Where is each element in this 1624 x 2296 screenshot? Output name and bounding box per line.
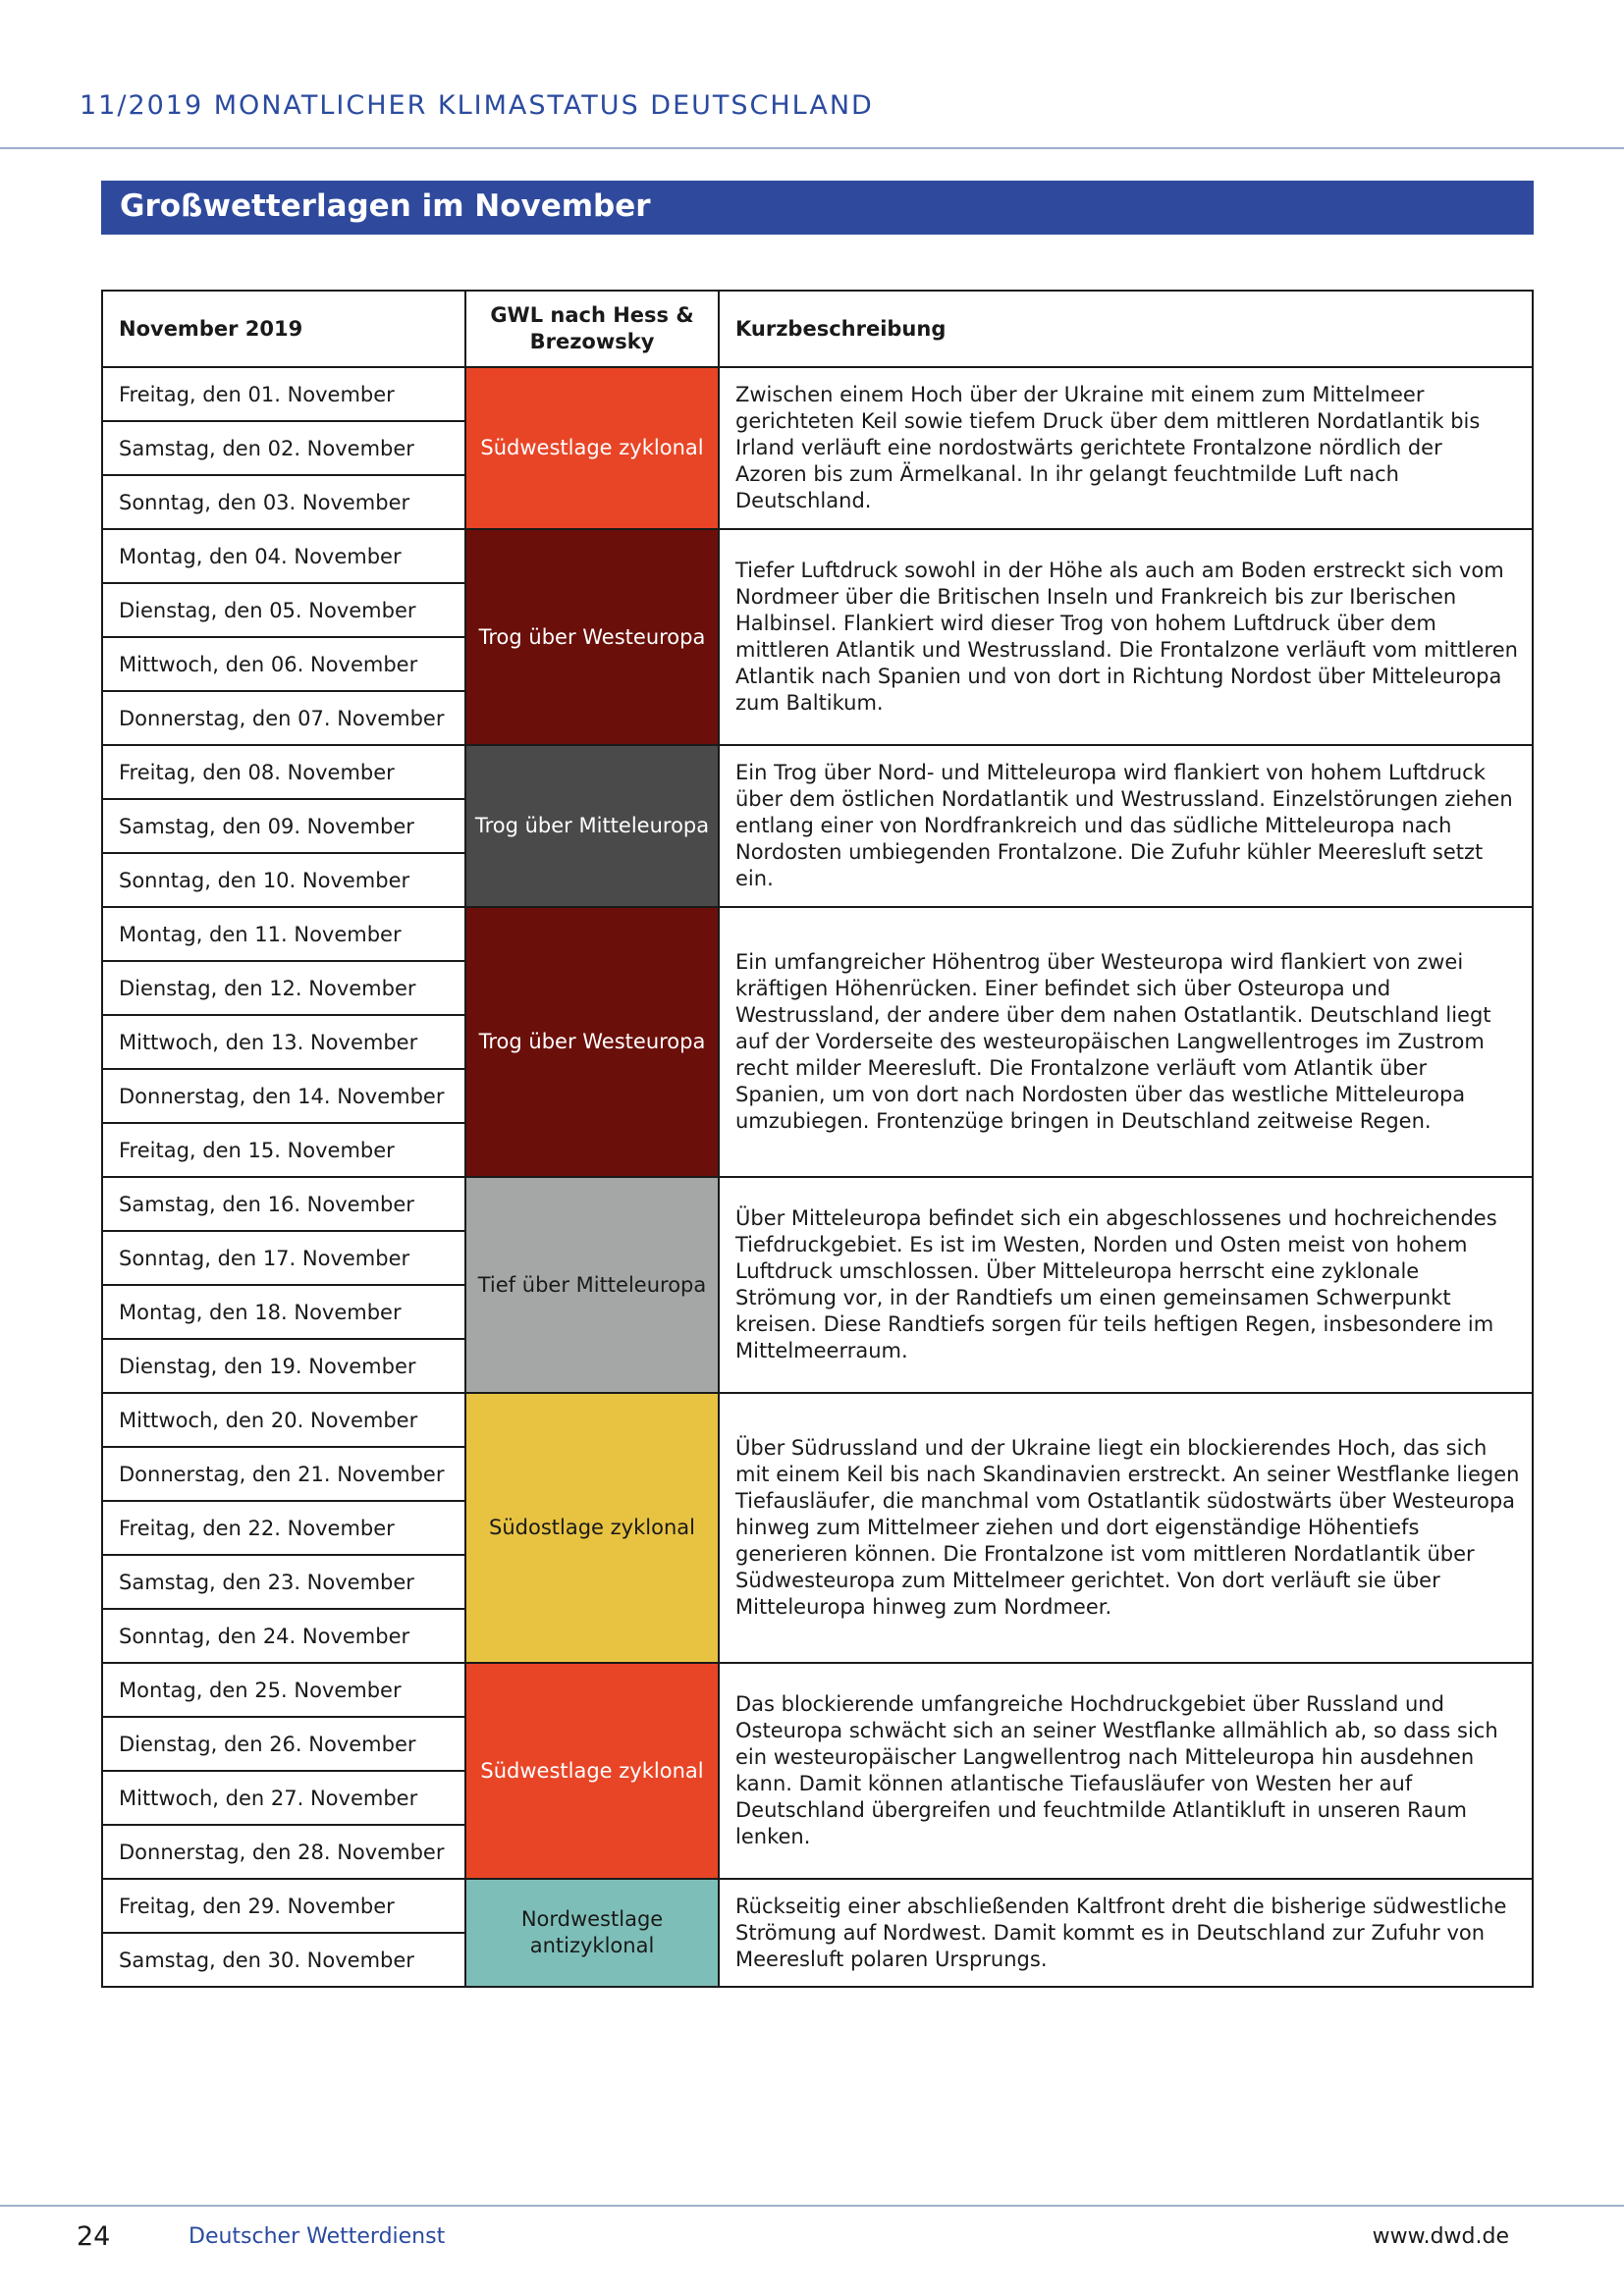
- date-cell: Montag, den 18. November: [102, 1285, 465, 1339]
- gwl-type-cell: Trog über Westeuropa: [465, 907, 719, 1177]
- table-row: [102, 367, 1533, 421]
- date-cell: Dienstag, den 26. November: [102, 1717, 465, 1771]
- date-cell: Samstag, den 23. November: [102, 1555, 465, 1609]
- column-header-gwl: GWL nach Hess & Brezowsky: [465, 291, 719, 367]
- header-divider: [0, 147, 1624, 149]
- column-header-description: Kurzbeschreibung: [719, 291, 1533, 367]
- gwl-type-cell: Trog über Westeuropa: [465, 529, 719, 745]
- table-row: [102, 529, 1533, 583]
- date-cell: Donnerstag, den 28. November: [102, 1825, 465, 1879]
- column-header-date: November 2019: [102, 291, 465, 367]
- table-body: [102, 367, 1533, 1987]
- date-cell: Freitag, den 15. November: [102, 1123, 465, 1177]
- gwl-type-cell: Südwestlage zyklonal: [465, 367, 719, 529]
- gwl-type-cell: Südwestlage zyklonal: [465, 1663, 719, 1879]
- date-cell: Freitag, den 01. November: [102, 367, 465, 421]
- table-header-row: [102, 291, 1533, 367]
- date-cell: Samstag, den 16. November: [102, 1177, 465, 1231]
- footer-divider: [0, 2205, 1624, 2207]
- description-cell: Zwischen einem Hoch über der Ukraine mit einem zum Mittelmeer gerichteten Keil sowie tiefem Druck über dem mittleren Nordatlantik bis Irland verläuft eine nordostwärts gerichtete Frontalzone nördlich der Azoren bis zum Ärmelkanal. In ihr gelangt feuchtmilde Luft nach Deutschland.: [719, 367, 1533, 529]
- description-cell: Über Südrussland und der Ukraine liegt ein blockierendes Hoch, das sich mit einem Keil bis nach Skandinavien erstreckt. An seiner Westflanke liegen Tiefausläufer, die manchmal vom Ostatlantik südostwärts über Westeuropa hinweg zum Mittelmeer ziehen und dort eigenständige Höhentiefs generieren können. Die Frontalzone ist vom mittleren Nordatlantik über Südwesteuropa zum Mittelmeer gerichtet. Von dort verläuft sie über Mitteleuropa hinweg zum Nordmeer.: [719, 1393, 1533, 1663]
- date-cell: Donnerstag, den 21. November: [102, 1447, 465, 1501]
- date-cell: Dienstag, den 12. November: [102, 961, 465, 1015]
- date-cell: Freitag, den 22. November: [102, 1501, 465, 1555]
- date-cell: Sonntag, den 03. November: [102, 475, 465, 529]
- running-header: 11/2019 MONATLICHER KLIMASTATUS DEUTSCHLAND: [80, 90, 874, 121]
- table-row: [102, 1177, 1533, 1231]
- date-cell: Mittwoch, den 20. November: [102, 1393, 465, 1447]
- date-cell: Samstag, den 30. November: [102, 1933, 465, 1987]
- gwl-type-cell: Trog über Mitteleuropa: [465, 745, 719, 907]
- date-cell: Sonntag, den 10. November: [102, 853, 465, 907]
- date-cell: Freitag, den 29. November: [102, 1879, 465, 1933]
- date-cell: Montag, den 25. November: [102, 1663, 465, 1717]
- date-cell: Dienstag, den 19. November: [102, 1339, 465, 1393]
- gwl-type-cell: Nordwestlage antizyklonal: [465, 1879, 719, 1987]
- table-row: [102, 1879, 1533, 1933]
- date-cell: Mittwoch, den 06. November: [102, 637, 465, 691]
- description-cell: Ein Trog über Nord- und Mitteleuropa wird flankiert von hohem Luftdruck über dem östlichen Nordatlantik und Westrussland. Einzelstörungen ziehen entlang einer von Nordfrankreich und das südliche Mitteleuropa nach Nordosten umbiegenden Frontalzone. Die Zufuhr kühler Meeresluft setzt ein.: [719, 745, 1533, 907]
- description-cell: Das blockierende umfangreiche Hochdruckgebiet über Russland und Osteuropa schwächt sich an seiner Westflanke allmählich ab, so dass sich ein westeuropäischer Langwellentrog nach Mitteleuropa hin ausdehnen kann. Damit können atlantische Tiefausläufer von Westen her auf Deutschland übergreifen und feuchtmilde Atlantikluft in unseren Raum lenken.: [719, 1663, 1533, 1879]
- date-cell: Donnerstag, den 07. November: [102, 691, 465, 745]
- website-url: www.dwd.de: [1372, 2224, 1509, 2249]
- date-cell: Montag, den 04. November: [102, 529, 465, 583]
- date-cell: Dienstag, den 05. November: [102, 583, 465, 637]
- table-row: [102, 1393, 1533, 1447]
- date-cell: Mittwoch, den 13. November: [102, 1015, 465, 1069]
- date-cell: Samstag, den 09. November: [102, 799, 465, 853]
- date-cell: Montag, den 11. November: [102, 907, 465, 961]
- description-cell: Über Mitteleuropa befindet sich ein abgeschlossenes und hochreichendes Tiefdruckgebiet. Es ist im Westen, Norden und Osten meist von hohem Luftdruck umschlossen. Über Mitteleuropa herrscht eine zyklonale Strömung vor, in der Randtiefs um einen gemeinsamen Schwerpunkt kreisen. Diese Randtiefs sorgen für teils heftigen Regen, insbesondere im Mittelmeerraum.: [719, 1177, 1533, 1393]
- gwl-type-cell: Tief über Mitteleuropa: [465, 1177, 719, 1393]
- section-title: Großwetterlagen im November: [101, 181, 1534, 235]
- description-cell: Rückseitig einer abschließenden Kaltfront dreht die bisherige südwestliche Strömung auf Nordwest. Damit kommt es in Deutschland zur Zufuhr von Meeresluft polaren Ursprungs.: [719, 1879, 1533, 1987]
- date-cell: Sonntag, den 17. November: [102, 1231, 465, 1285]
- publisher-name: Deutscher Wetterdienst: [189, 2224, 446, 2249]
- page-number: 24: [77, 2221, 111, 2252]
- date-cell: Donnerstag, den 14. November: [102, 1069, 465, 1123]
- weather-situations-table: [101, 290, 1534, 1988]
- gwl-type-cell: Südostlage zyklonal: [465, 1393, 719, 1663]
- description-cell: Tiefer Luftdruck sowohl in der Höhe als auch am Boden erstreckt sich vom Nordmeer über die Britischen Inseln und Frankreich bis zur Iberischen Halbinsel. Flankiert wird dieser Trog von hohem Luftdruck über dem mittleren Atlantik und Westrussland. Die Frontalzone verläuft vom mittleren Atlantik nach Spanien und von dort in Richtung Nordost über Mitteleuropa zum Baltikum.: [719, 529, 1533, 745]
- description-cell: Ein umfangreicher Höhentrog über Westeuropa wird flankiert von zwei kräftigen Höhenrücken. Einer befindet sich über Osteuropa und Westrussland, der andere über dem nahen Ostatlantik. Deutschland liegt auf der Vorderseite des westeuropäischen Langwellentroges im Zustrom recht milder Meeresluft. Die Frontalzone verläuft vom Atlantik über Spanien, um von dort nach Nordosten über das westliche Mitteleuropa umzubiegen. Frontenzüge bringen in Deutschland zeitweise Regen.: [719, 907, 1533, 1177]
- table-row: [102, 745, 1533, 799]
- date-cell: Sonntag, den 24. November: [102, 1609, 465, 1663]
- table-row: [102, 907, 1533, 961]
- table-row: [102, 1663, 1533, 1717]
- date-cell: Mittwoch, den 27. November: [102, 1771, 465, 1825]
- date-cell: Freitag, den 08. November: [102, 745, 465, 799]
- date-cell: Samstag, den 02. November: [102, 421, 465, 475]
